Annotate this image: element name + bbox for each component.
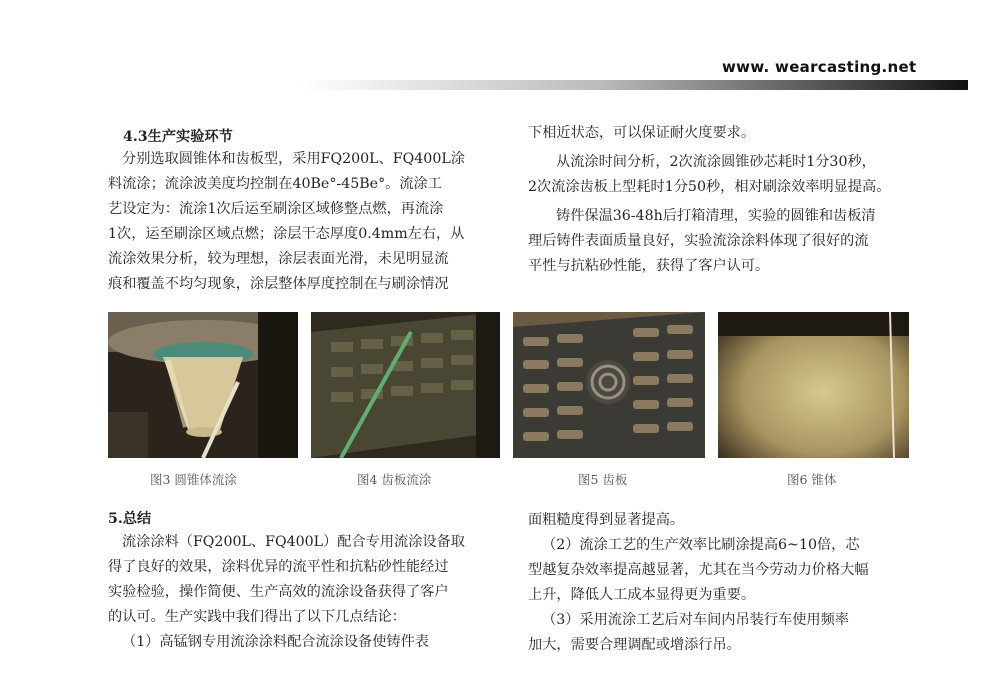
header-gradient-bar: [300, 80, 968, 90]
figure-caption-3: 图3 圆锥体流涂: [150, 472, 237, 487]
text-line: 痕和覆盖不均匀现象，涂层整体厚度控制在与刷涂情况: [108, 276, 449, 292]
text-line: 得了良好的效果，涂料优异的流平性和抗粘砂性能经过: [108, 559, 449, 575]
section-heading-4-3: 4.3生产实验环节: [123, 129, 233, 145]
text-line: （2）流涂工艺的生产效率比刷涂提高6~10倍，芯: [542, 537, 860, 553]
text-line: 理后铸件表面质量良好，实验流涂涂料体现了很好的流: [528, 233, 869, 249]
text-line: 艺设定为：流涂1次后运至刷涂区域修整点燃，再流涂: [108, 201, 444, 217]
figure-caption-6: 图6 锥体: [787, 472, 837, 487]
text-line: 流涂效果分析，较为理想，涂层表面光滑，未见明显流: [108, 251, 449, 267]
text-line: 铸件保温36-48h后打箱清理，实验的圆锥和齿板清: [556, 208, 876, 224]
section-5-body: [108, 530, 465, 655]
text-line: 下相近状态，可以保证耐火度要求。: [528, 125, 756, 141]
text-line: 流涂涂料（FQ200L、FQ400L）配合专用流涂设备取: [122, 534, 465, 550]
cone-body-photo: [718, 312, 909, 458]
tooth-plate-photo: [513, 312, 705, 458]
text-line: 料流涂；流涂波美度均控制在40Be°-45Be°。流涂工: [108, 176, 442, 192]
section-4-3-body: [108, 147, 465, 297]
figure-caption-5: 图5 齿板: [578, 472, 628, 487]
text-line: 平性与抗粘砂性能，获得了客户认可。: [528, 258, 770, 274]
cone-coating-photo: [108, 312, 298, 458]
text-line: 型越复杂效率提高越显著，尤其在当今劳动力价格大幅: [528, 562, 869, 578]
text-line: 从流涂时间分析，2次流涂圆锥砂芯耗时1分30秒，: [556, 154, 876, 170]
section-heading-5: 5.总结: [108, 511, 152, 527]
text-line: 面粗糙度得到显著提高。: [528, 512, 685, 528]
site-url: www. wearcasting.net: [722, 58, 917, 76]
text-line: （1）高锰钢专用流涂涂料配合流涂设备使铸件表: [122, 634, 429, 650]
text-line: 上升，降低人工成本显得更为重要。: [528, 587, 756, 603]
figure-caption-4: 图4 齿板流涂: [357, 472, 432, 487]
text-line: 1次，运至刷涂区域点燃；涂层干态厚度0.4mm左右，从: [108, 226, 465, 242]
right-column-top: [528, 121, 890, 279]
right-column-bottom: [528, 508, 869, 658]
text-line: 2次流涂齿板上型耗时1分50秒，相对刷涂效率明显提高。: [528, 179, 891, 195]
plate-coating-photo: [311, 312, 500, 458]
text-line: （3）采用流涂工艺后对车间内吊装行车使用频率: [542, 612, 849, 628]
text-line: 实验检验，操作简便、生产高效的流涂设备获得了客户: [108, 584, 449, 600]
text-line: 分别选取圆锥体和齿板型，采用FQ200L、FQ400L涂: [122, 151, 465, 167]
text-line: 的认可。生产实践中我们得出了以下几点结论：: [108, 609, 406, 625]
text-line: 加大，需要合理调配或增添行吊。: [528, 637, 741, 653]
